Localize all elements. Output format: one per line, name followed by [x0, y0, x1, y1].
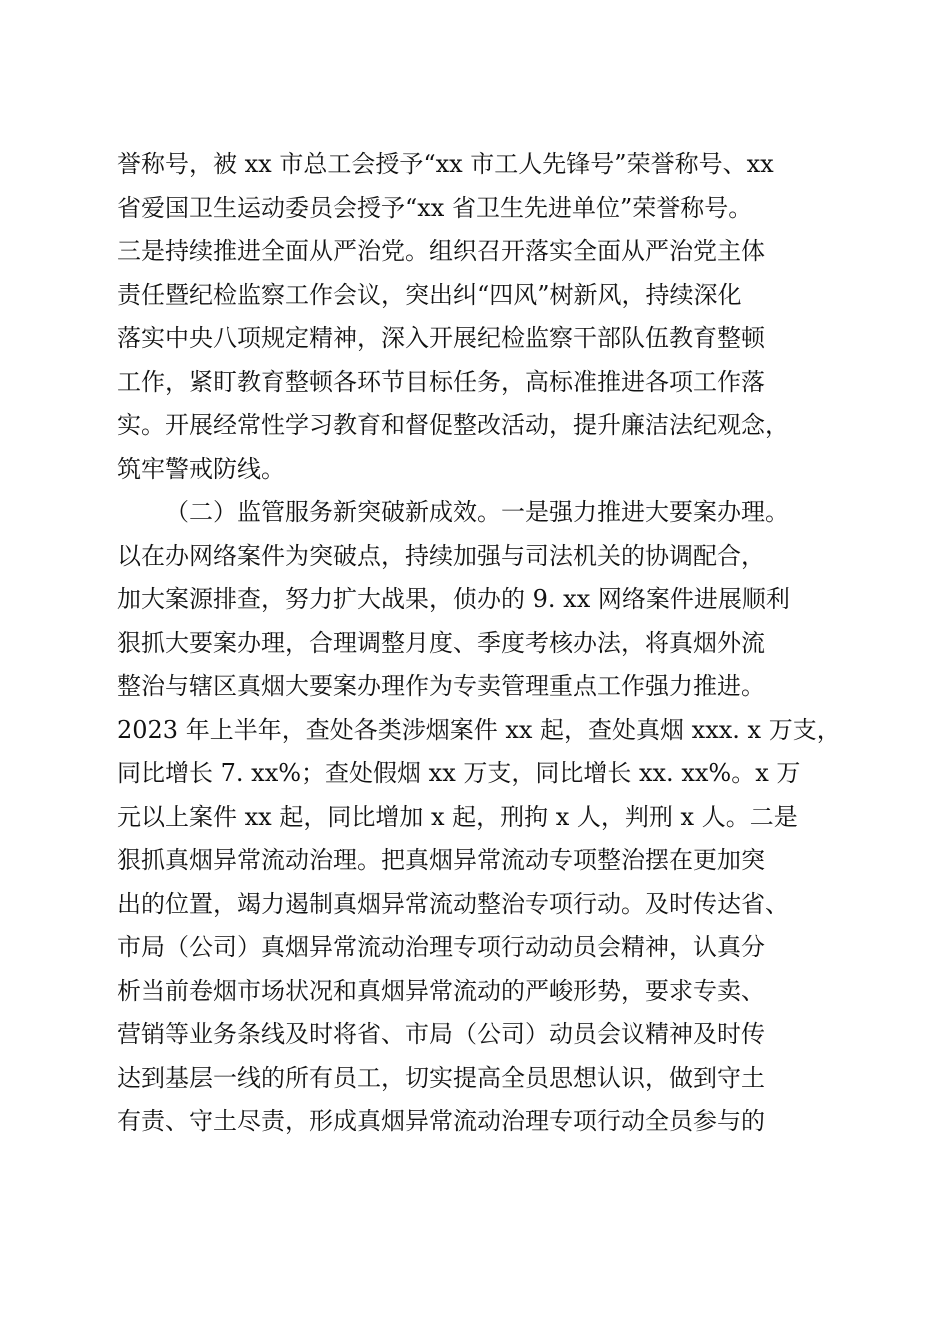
body-text [117, 143, 847, 1144]
text-line: 筑牢警戒防线。 [117, 454, 285, 483]
text-line: 狠抓真烟异常流动治理。把真烟异常流动专项整治摆在更加突 [117, 846, 765, 874]
text-line: 有责、守土尽责，形成真烟异常流动治理专项行动全员参与的 [117, 1107, 765, 1135]
text-line: 落实中央八项规定精神，深入开展纪检监察干部队伍教育整顿 [117, 324, 765, 352]
text-line: 责任暨纪检监察工作会议，突出纠“四风”树新风，持续深化 [117, 280, 742, 309]
text-line: 狠抓大要案办理，合理调整月度、季度考核办法，将真烟外流 [117, 628, 765, 657]
text-line: 出的位置，竭力遏制真烟异常流动整治专项行动。及时传达省、 [117, 889, 789, 918]
text-line: 元以上案件 xx 起，同比增加 x 起，刑拘 x 人，判刑 x 人。二是 [117, 802, 798, 831]
text-line: 析当前卷烟市场状况和真烟异常流动的严峻形势，要求专卖、 [117, 976, 765, 1005]
text-line: 誉称号，被 xx 市总工会授予“xx 市工人先锋号”荣誉称号、xx [117, 150, 774, 178]
text-line: 2023 年上半年，查处各类涉烟案件 xx 起，查处真烟 xxx. x 万支， [117, 715, 841, 744]
section-heading-line: （二）监管服务新突破新成效。一是强力推进大要案办理。 [165, 498, 789, 526]
text-line: 省爱国卫生运动委员会授予“xx 省卫生先进单位”荣誉称号。 [117, 193, 753, 222]
text-line: 实。开展经常性学习教育和督促整改活动，提升廉洁法纪观念， [117, 411, 789, 439]
text-line: 同比增长 7. xx%；查处假烟 xx 万支，同比增长 xx. xx%。x 万 [117, 759, 801, 787]
text-line: 三是持续推进全面从严治党。组织召开落实全面从严治党主体 [117, 237, 765, 265]
text-line: 以在办网络案件为突破点，持续加强与司法机关的协调配合， [117, 541, 765, 570]
text-line: 加大案源排查，努力扩大战果，侦办的 9. xx 网络案件进展顺利 [117, 585, 790, 613]
text-line: 整治与辖区真烟大要案办理作为专卖管理重点工作强力推进。 [117, 672, 765, 700]
text-line: 达到基层一线的所有员工，切实提高全员思想认识，做到守土 [117, 1063, 765, 1092]
text-line: 工作，紧盯教育整顿各环节目标任务，高标准推进各项工作落 [117, 367, 765, 396]
text-line: 市局（公司）真烟异常流动治理专项行动动员会精神，认真分 [117, 933, 765, 961]
text-line: 营销等业务条线及时将省、市局（公司）动员会议精神及时传 [117, 1020, 765, 1048]
